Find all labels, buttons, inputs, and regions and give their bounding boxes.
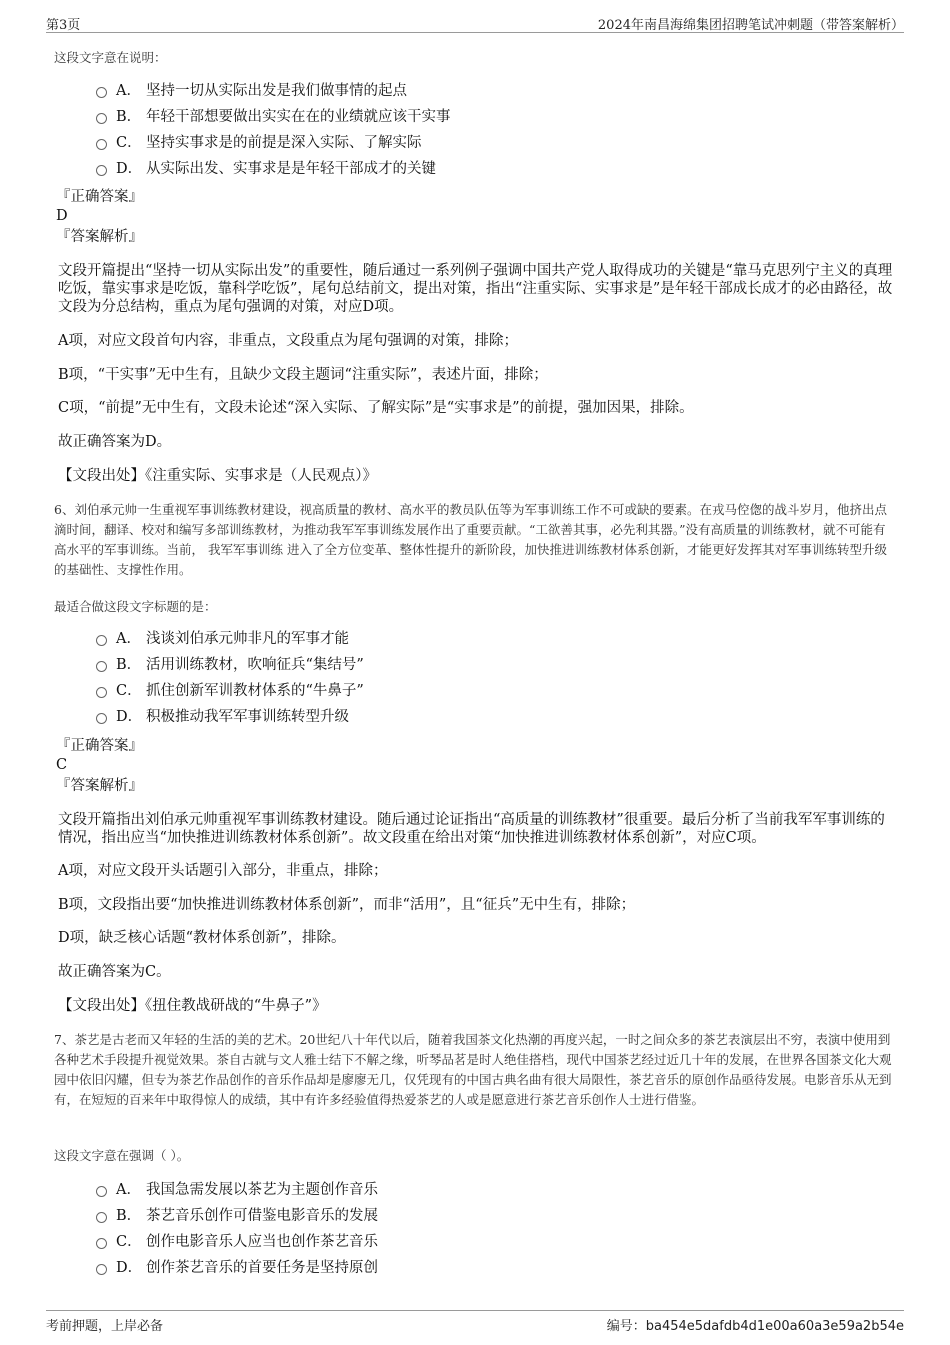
q6-analysis-d: D项，缺乏核心话题“教材体系创新”，排除。 — [58, 930, 346, 946]
q6-source: 【文段出处】《扭住教战研战的“牛鼻子”》 — [58, 998, 327, 1014]
page-header — [46, 12, 904, 33]
radio-icon[interactable] — [96, 635, 107, 646]
q5-answer: D — [56, 208, 68, 224]
document-code — [607, 1315, 904, 1334]
q5-analysis-a: A项，对应文段首句内容，非重点，文段重点为尾句强调的对策，排除； — [58, 333, 518, 349]
page-number: 第3页 — [46, 18, 81, 33]
q5-conclusion: 故正确答案为D。 — [58, 434, 172, 450]
q7-prompt: 这段文字意在强调（ ）。 — [54, 1148, 190, 1163]
radio-icon[interactable] — [96, 1264, 107, 1275]
q5-option-b[interactable]: B． 年轻干部想要做出实实在在的业绩就应该干实事 — [96, 106, 451, 128]
q6-stem: 6、刘伯承元帅一生重视军事训练教材建设，视高质量的教材、高水平的教员队伍等为军事训练工作不可或缺的要素。在戎马倥偬的战斗岁月，他挤出点滴时间，翻译、校对和编写多部训练教材，为推动我军军事训练发展作出了重要贡献。“工欲善其事，必先利其器。”没有高质量的训练教材，就不可能有高水平的军事训练。当前， 我军军事训练 进入了全方位变革、整体性提升的新阶段，加快推进训练教材体系创新，才能更好发挥其对军事训练转型升级的基础性、支撑性作用。 — [54, 502, 887, 577]
radio-icon[interactable] — [96, 113, 107, 124]
radio-icon[interactable] — [96, 139, 107, 150]
radio-icon[interactable] — [96, 713, 107, 724]
q7-option-b[interactable]: B． 茶艺音乐创作可借鉴电影音乐的发展 — [96, 1205, 378, 1227]
q6-analysis-a: A项，对应文段开头话题引入部分，非重点，排除； — [58, 863, 388, 879]
q5-answer-label: 『正确答案』 — [56, 189, 143, 205]
q5-prompt: 这段文字意在说明： — [54, 50, 167, 65]
code-label: 编号： — [606, 1319, 646, 1334]
q6-prompt: 最适合做这段文字标题的是： — [54, 599, 217, 614]
radio-icon[interactable] — [96, 687, 107, 698]
q7-stem: 7、茶艺是古老而又年轻的生活的美的艺术。20世纪八十年代以后，随着我国茶文化热潮的再度兴起，一时之间众多的茶艺表演层出不穷，表演中使用到各种艺术手段提升视觉效果。茶自古就与文人雅士结下不解之缘，听琴品茗是时人绝佳搭档，现代中国茶艺经过近几十年的发展，在世界各国茶文化大观园中依旧闪耀，但专为茶艺作品创作的音乐作品却是廖廖无几，仅凭现有的中国古典名曲有很大局限性，茶艺音乐的原创作品亟待发展。电影音乐从无到有，在短短的百来年中取得惊人的成绩，其中有许多经验值得热爱茶艺的人或是愿意进行茶艺音乐创作人士进行借鉴。 — [54, 1032, 892, 1107]
q6-option-c[interactable]: C． 抓住创新军训教材体系的“牛鼻子” — [96, 680, 364, 702]
footer-slogan: 考前押题，上岸必备 — [46, 1319, 164, 1334]
radio-icon[interactable] — [96, 87, 107, 98]
code-value: ba454e5dafdb4d1e00a60a3e59a2b54e — [645, 1319, 904, 1334]
q5-option-a[interactable]: A． 坚持一切从实际出发是我们做事情的起点 — [96, 80, 407, 102]
q6-option-a[interactable]: A． 浅谈刘伯承元帅非凡的军事才能 — [96, 628, 349, 650]
q6-answer: C — [56, 757, 68, 773]
q6-answer-label: 『正确答案』 — [56, 738, 143, 754]
radio-icon[interactable] — [96, 165, 107, 176]
q7-option-d[interactable]: D． 创作茶艺音乐的首要任务是坚持原创 — [96, 1257, 378, 1279]
q7-option-a[interactable]: A． 我国急需发展以茶艺为主题创作音乐 — [96, 1179, 378, 1201]
q6-analysis-b: B项，文段指出要“加快推进训练教材体系创新”，而非“活用”，且“征兵”无中生有，排除； — [58, 897, 636, 913]
q5-analysis-c: C项，“前提”无中生有，文段未论述“深入实际、了解实际”是“实事求是”的前提，强加因果，排除。 — [58, 400, 694, 416]
q5-analysis-main: 文段开篇提出“坚持一切从实际出发”的重要性，随后通过一系列例子强调中国共产党人取得成功的关键是“靠马克思列宁主义的真理吃饭，靠实事求是吃饭，靠科学吃饭”，尾句总结前文，提出对策，指出“注重实际、实事求是”是年轻干部成长成才的必由路径，故文段为分总结构，重点为尾句强调的对策，对应D项。 — [58, 263, 893, 315]
q5-analysis-b: B项，“干实事”无中生有，且缺少文段主题词“注重实际”，表述片面，排除； — [58, 367, 548, 383]
radio-icon[interactable] — [96, 1212, 107, 1223]
q6-analysis-main: 文段开篇指出刘伯承元帅重视军事训练教材建设。随后通过论证指出“高质量的训练教材”很重要。最后分析了当前我军军事训练的情况，指出应当“加快推进训练教材体系创新”。故文段重在给出对策“加快推进训练教材体系创新”，对应C项。 — [58, 812, 885, 846]
document-title: 2024年南昌海绵集团招聘笔试冲刺题（带答案解析） — [597, 18, 904, 33]
radio-icon[interactable] — [96, 1238, 107, 1249]
q5-source: 【文段出处】《注重实际、实事求是（人民观点）》 — [58, 468, 377, 484]
q5-option-c[interactable]: C． 坚持实事求是的前提是深入实际、了解实际 — [96, 132, 422, 154]
page-footer — [46, 1310, 904, 1335]
q5-analysis-label: 『答案解析』 — [56, 229, 143, 245]
q6-option-d[interactable]: D． 积极推动我军军事训练转型升级 — [96, 706, 349, 728]
q6-analysis-label: 『答案解析』 — [56, 778, 143, 794]
q6-conclusion: 故正确答案为C。 — [58, 964, 171, 980]
q5-option-d[interactable]: D． 从实际出发、实事求是是年轻干部成才的关键 — [96, 158, 436, 180]
q6-option-b[interactable]: B． 活用训练教材，吹响征兵“集结号” — [96, 654, 364, 676]
radio-icon[interactable] — [96, 661, 107, 672]
q7-option-c[interactable]: C． 创作电影音乐人应当也创作茶艺音乐 — [96, 1231, 378, 1253]
radio-icon[interactable] — [96, 1186, 107, 1197]
